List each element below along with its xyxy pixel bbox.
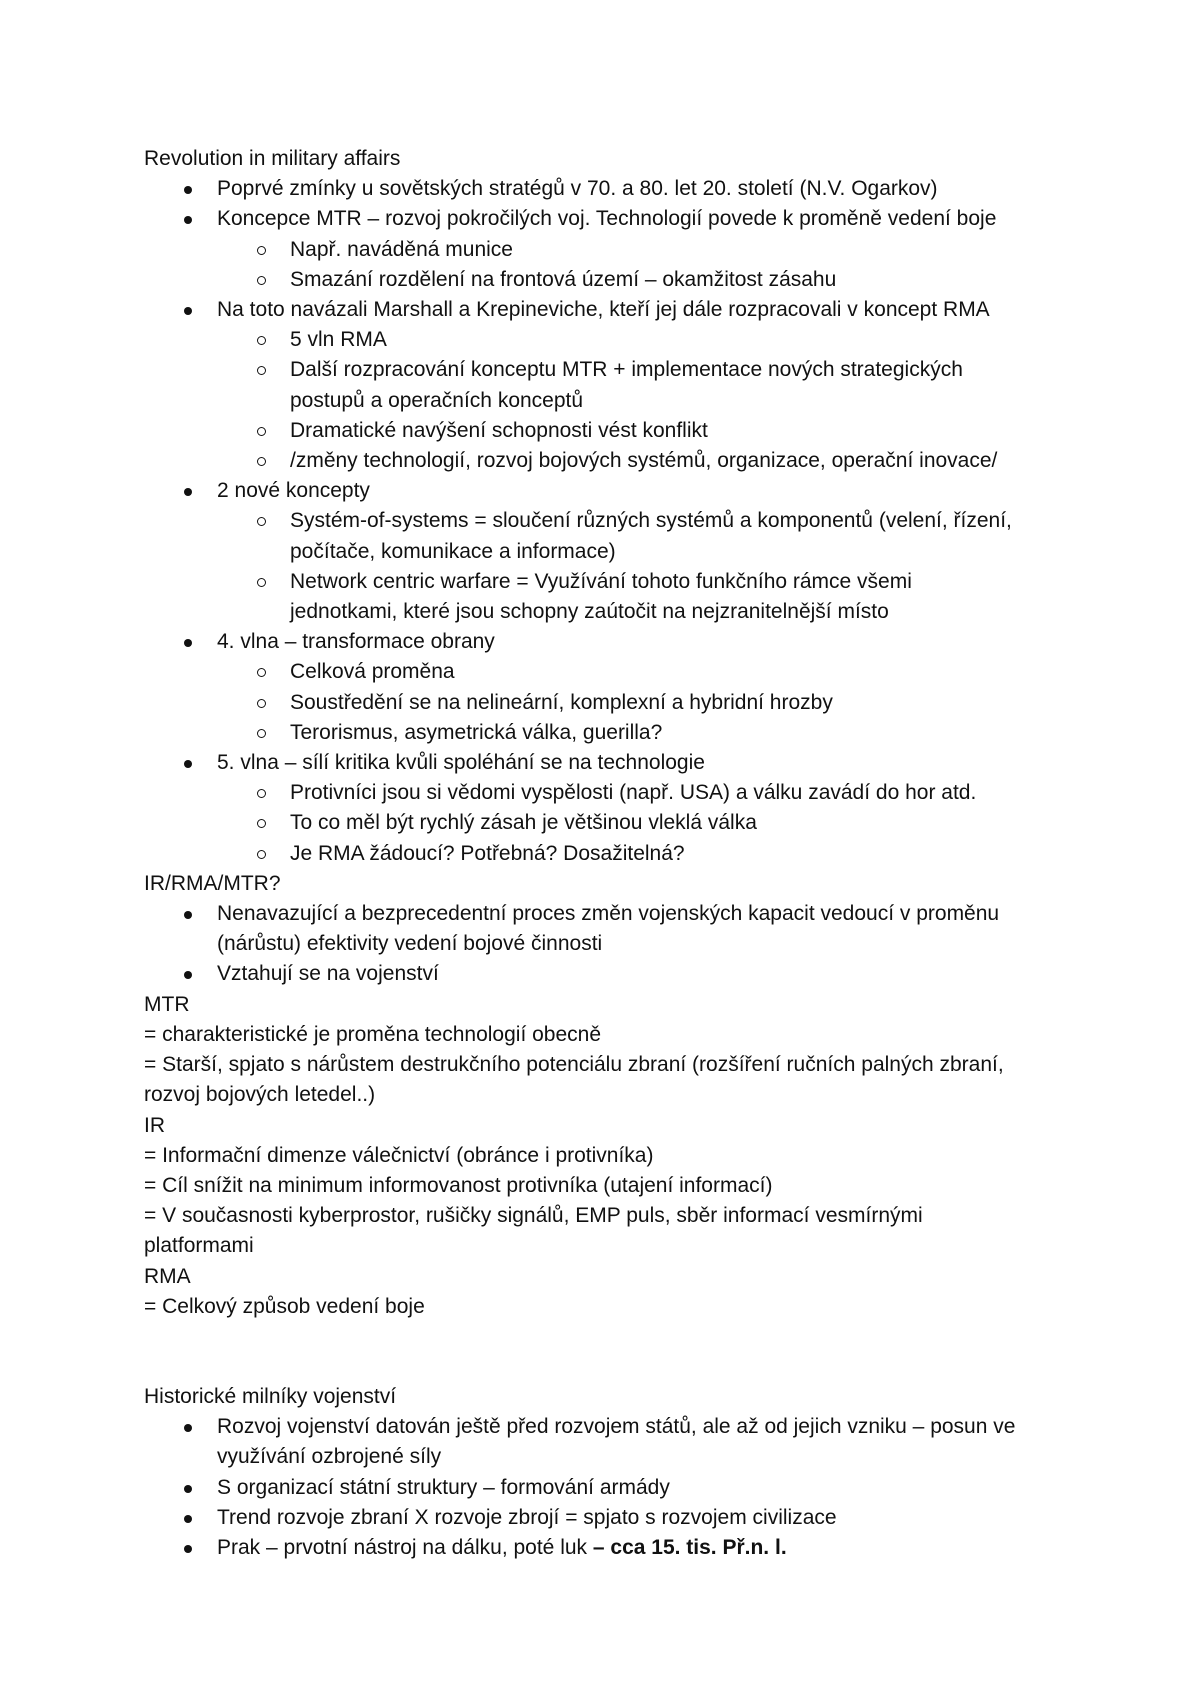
sub-bullet-text: To co měl být rychlý zásah je většinou vleklá válka [290,811,757,835]
sub-bullet-item [144,657,1064,687]
bullet-item [144,627,1064,657]
sub-bullet-text: Network centric warfare = Využívání tohoto funkčního rámce všemi [290,569,912,593]
sub-bullet-text: Celková proměna [290,660,455,684]
circle-bullet-icon [257,850,266,859]
bullet-item [144,959,1064,989]
bullet-icon [184,488,192,496]
bullet-item [144,748,1064,778]
circle-bullet-icon [257,246,266,255]
bullet-icon [184,1515,192,1523]
definition-line: = charakteristické je proměna technologií obecně [144,1022,602,1046]
circle-bullet-icon [257,819,266,828]
sub-bullet-text: 5 vln RMA [290,328,387,352]
bullet-continuation: (nárůstu) efektivity vedení bojové činnosti [217,932,603,956]
bullet-icon [184,307,192,315]
circle-bullet-icon [257,578,266,587]
definition-line: rozvoj bojových letedel..) [144,1083,376,1107]
sub-bullet-continuation: jednotkami, které jsou schopny zaútočit na nejzranitelnější místo [290,600,889,624]
bullet-text: Poprvé zmínky u sovětských stratégů v 70. a 80. let 20. století (N.V. Ogarkov) [217,177,938,201]
circle-bullet-icon [257,276,266,285]
sub-bullet-continuation: postupů a operačních konceptů [290,388,584,412]
bullet-text: S organizací státní struktury – formování armády [217,1475,670,1499]
bullet-continuation: využívání ozbrojené síly [217,1445,442,1469]
circle-bullet-icon [257,517,266,526]
circle-bullet-icon [257,699,266,708]
term-heading: IR [144,1113,165,1137]
definition-line: = Cíl snížit na minimum informovanost protivníka (utajení informací) [144,1173,773,1197]
bullet-item [144,1473,1064,1503]
bullet-icon [184,1485,192,1493]
sub-bullet-text: Terorismus, asymetrická válka, guerilla? [290,720,663,744]
sub-bullet-text: Např. naváděná munice [290,237,513,261]
sub-bullet-item [144,355,1064,385]
sub-bullet-text: Soustředění se na nelineární, komplexní a hybridní hrozby [290,690,833,714]
term-heading: MTR [144,992,190,1016]
definition-line: platformami [144,1234,254,1258]
sub-bullet-text: Protivníci jsou si vědomi vyspělosti (např. USA) a válku zavádí do hor atd. [290,781,977,805]
sub-bullet-item [144,688,1064,718]
bullet-icon [184,1545,192,1553]
bold-date-text: – cca 15. tis. Př.n. l. [587,1535,787,1559]
term-heading: RMA [144,1264,191,1288]
sub-bullet-item [144,265,1064,295]
bullet-item [144,295,1064,325]
bullet-text: Prak – prvotní nástroj na dálku, poté luk [217,1535,588,1559]
bullet-icon [184,1424,192,1432]
sub-bullet-item [144,446,1064,476]
sub-bullet-item [144,778,1064,808]
sub-bullet-text: Dramatické navýšení schopnosti vést konflikt [290,418,708,442]
bullet-text: 2 nové koncepty [217,479,370,503]
definition-line: = Starší, spjato s nárůstem destrukčního potenciálu zbraní (rozšíření ručních palných zbraní, [144,1053,1004,1077]
circle-bullet-icon [257,336,266,345]
sub-bullet-item [144,325,1064,355]
circle-bullet-icon [257,668,266,677]
bullet-icon [184,911,192,919]
sub-bullet-continuation: počítače, komunikace a informace) [290,539,616,563]
bullet-text: Vztahují se na vojenství [217,962,439,986]
bullet-icon [184,186,192,194]
section-heading: Historické milníky vojenství [144,1384,397,1408]
sub-bullet-item [144,718,1064,748]
circle-bullet-icon [257,729,266,738]
bullet-item [144,174,1064,204]
definition-line: = Informační dimenze válečnictví (obránce i protivníka) [144,1143,654,1167]
circle-bullet-icon [257,366,266,375]
definition-line: = V současnosti kyberprostor, rušičky signálů, EMP puls, sběr informací vesmírnými [144,1204,923,1228]
circle-bullet-icon [257,457,266,466]
bullet-text: Na toto navázali Marshall a Krepineviche, kteří jej dále rozpracovali v koncept RMA [217,298,990,322]
bullet-icon [184,760,192,768]
sub-bullet-item [144,567,1064,597]
bullet-text: 4. vlna – transformace obrany [217,630,495,654]
sub-bullet-text: Je RMA žádoucí? Potřebná? Dosažitelná? [290,841,685,865]
sub-bullet-item [144,416,1064,446]
bullet-text: Koncepce MTR – rozvoj pokročilých voj. Technologií povede k proměně vedení boje [217,207,997,231]
paragraph-gap [144,1322,1064,1382]
bullet-item [144,899,1064,929]
bullet-icon [184,971,192,979]
bullet-icon [184,216,192,224]
bullet-text: Rozvoj vojenství datován ještě před rozvojem států, ale až od jejich vzniku – posun ve [217,1415,1016,1439]
bullet-text: Nenavazující a bezprecedentní proces změn vojenských kapacit vedoucí v proměnu [217,902,1000,926]
document-page [144,144,1064,1563]
sub-bullet-text: Smazání rozdělení na frontová území – okamžitost zásahu [290,267,837,291]
bullet-item [144,476,1064,506]
section-heading: Revolution in military affairs [144,147,401,170]
sub-bullet-item [144,839,1064,869]
circle-bullet-icon [257,789,266,798]
bullet-icon [184,639,192,647]
bullet-text: 5. vlna – sílí kritika kvůli spoléhání se na technologie [217,751,705,775]
sub-bullet-text: Systém-of-systems = sloučení různých systémů a komponentů (velení, řízení, [290,509,1012,533]
circle-bullet-icon [257,427,266,436]
bullet-item [144,204,1064,234]
sub-bullet-text: Další rozpracování konceptu MTR + implementace nových strategických [290,358,963,382]
sub-bullet-item [144,808,1064,838]
sub-bullet-item [144,235,1064,265]
bullet-item [144,1412,1064,1442]
definition-line: = Celkový způsob vedení boje [144,1294,425,1318]
bullet-item [144,1533,1064,1563]
section-heading: IR/RMA/MTR? [144,871,281,895]
sub-bullet-item [144,506,1064,536]
sub-bullet-text: /změny technologií, rozvoj bojových systémů, organizace, operační inovace/ [290,449,998,473]
bullet-text: Trend rozvoje zbraní X rozvoje zbrojí = spjato s rozvojem civilizace [217,1505,837,1529]
bullet-item [144,1503,1064,1533]
